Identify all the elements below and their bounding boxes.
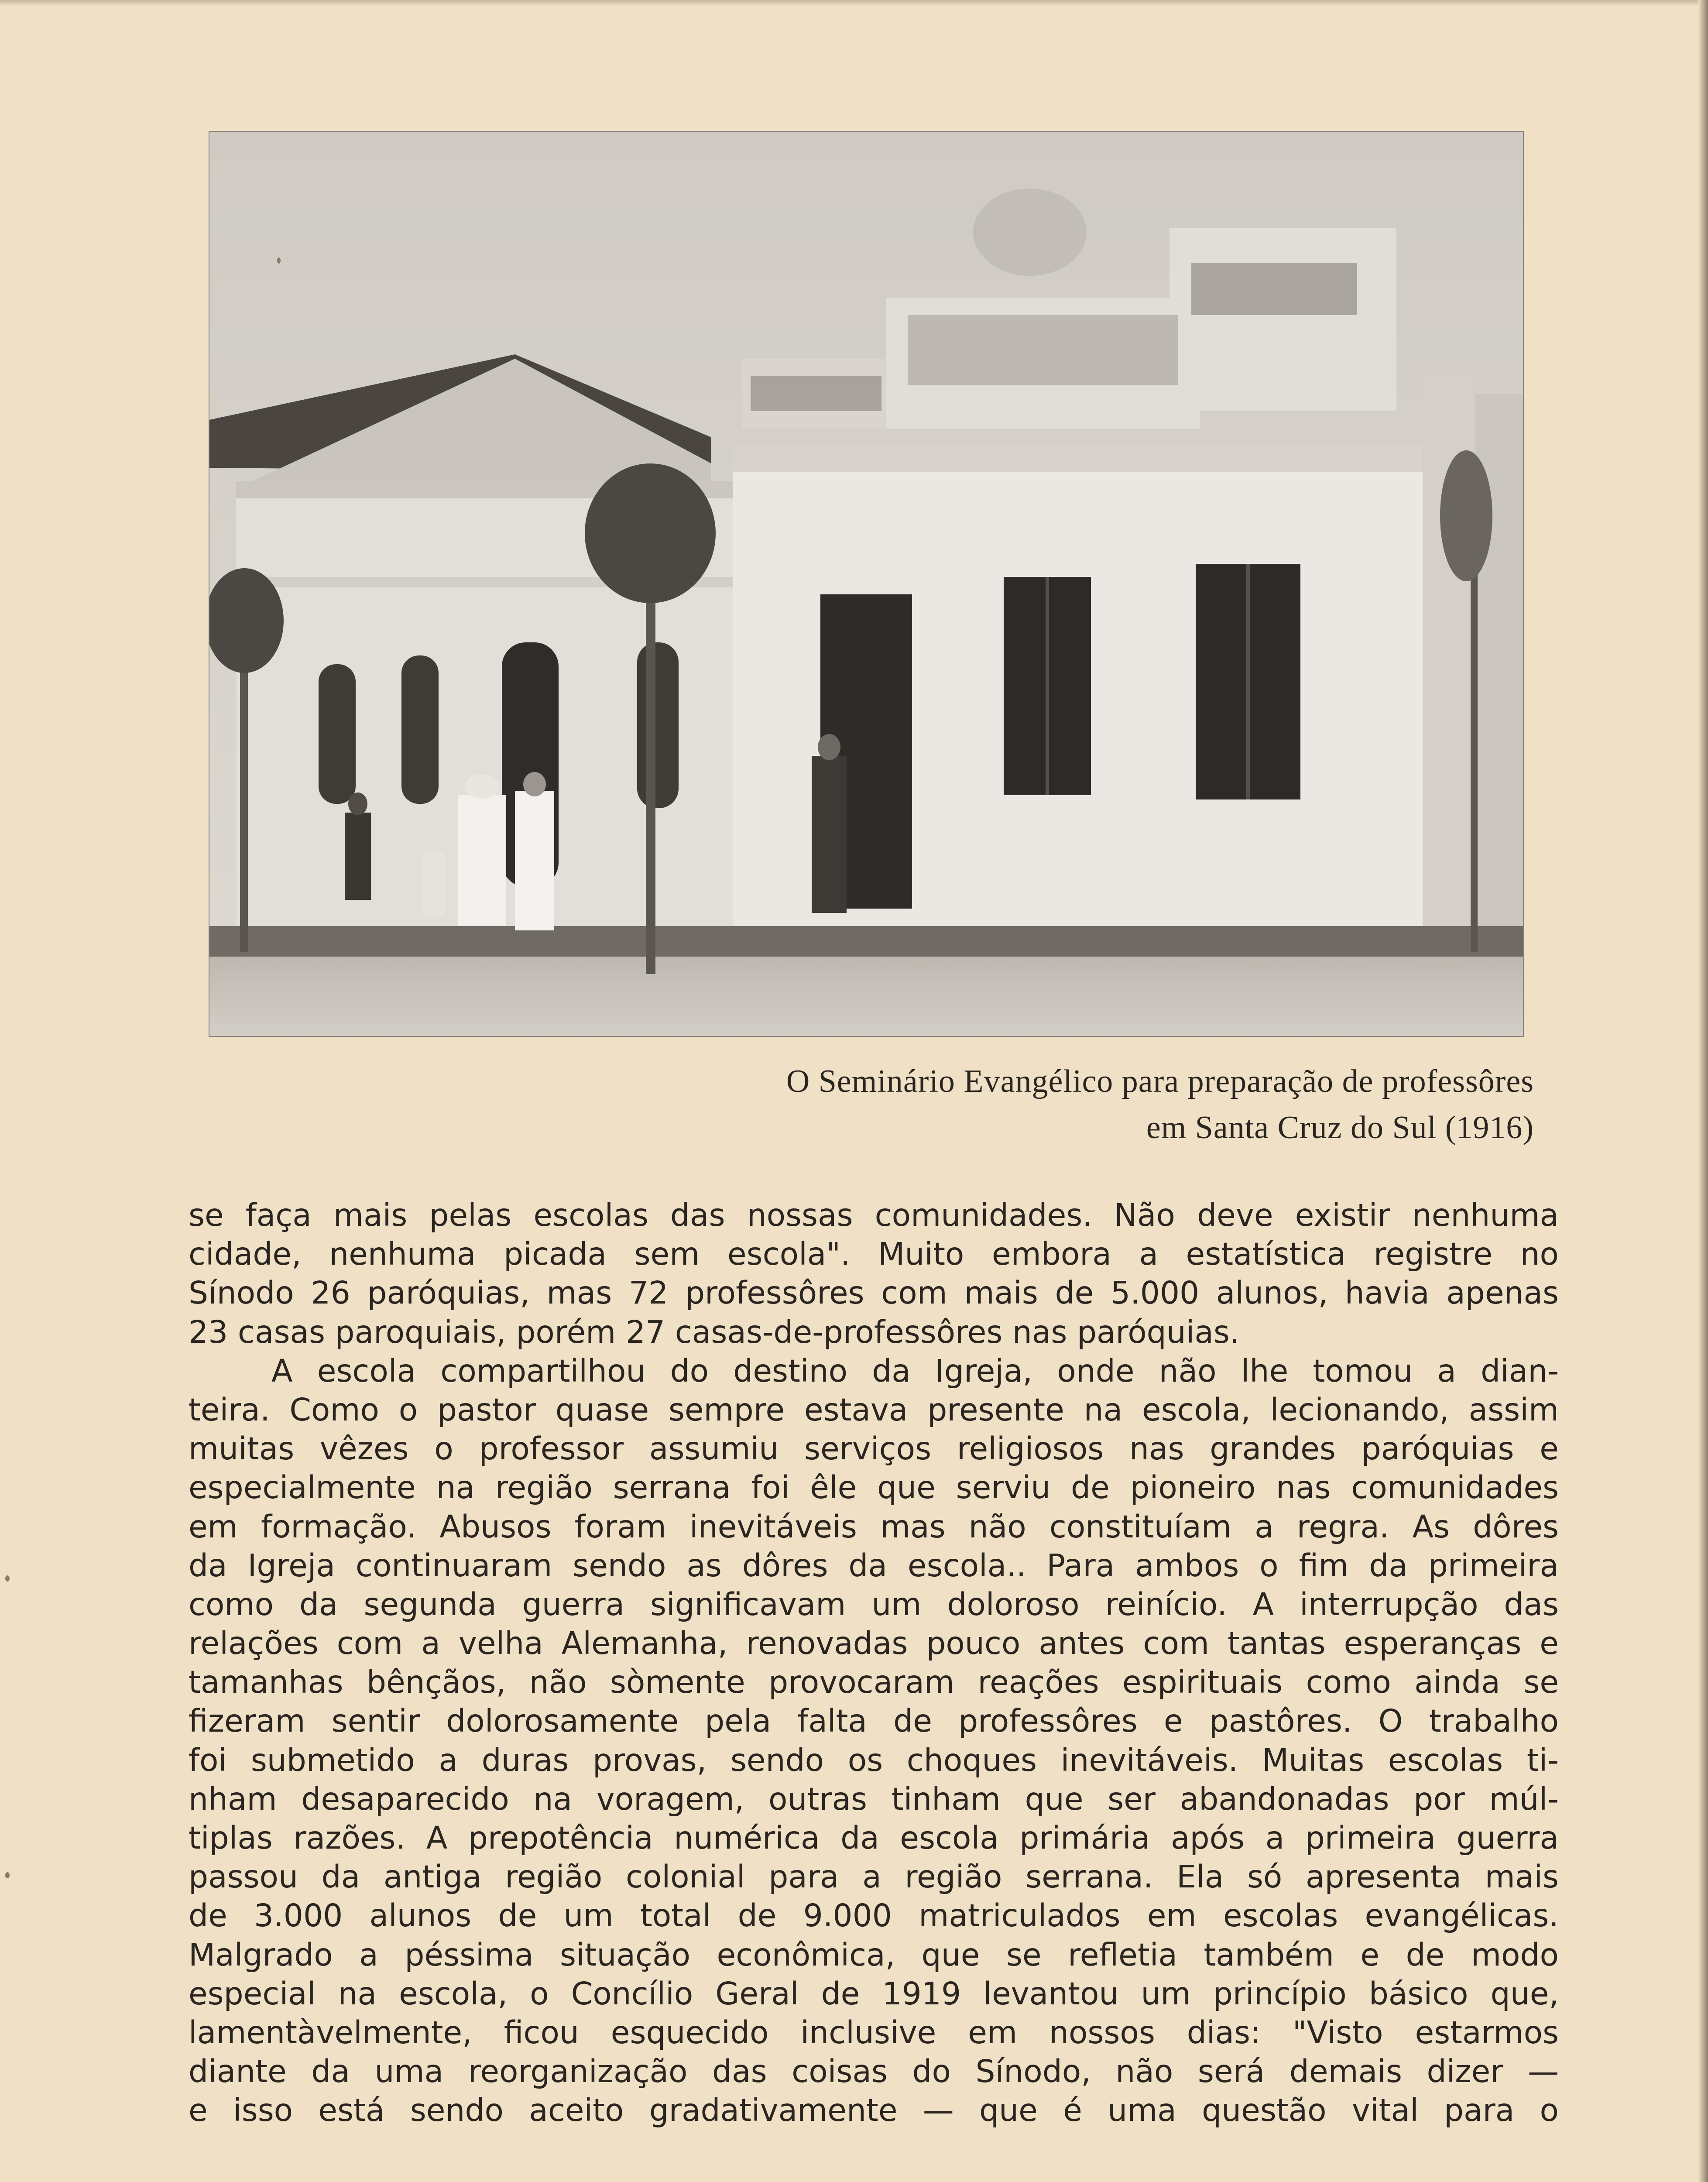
text-line: tamanhas bênçãos, não sòmente provocaram reações espirituais como ainda se	[189, 1664, 1559, 1701]
text-line: como da segunda guerra significavam um doloroso reinício. A interrupção das	[189, 1586, 1559, 1623]
caption-line-2: em Santa Cruz do Sul (1916)	[1146, 1110, 1534, 1146]
text-line: fizeram sentir dolorosamente pela falta de professôres e pastôres. O trabalho	[189, 1703, 1559, 1739]
text-line: em formação. Abusos foram inevitáveis mas não constituíam a regra. As dôres	[189, 1508, 1559, 1545]
text-line: especialmente na região serrana foi êle que serviu de pioneiro nas comunidades	[189, 1469, 1559, 1506]
text-line: se faça mais pelas escolas das nossas comunidades. Não deve existir nenhuma	[189, 1197, 1559, 1233]
building-illustration	[209, 132, 1523, 1036]
text-line: passou da antiga região colonial para a região serrana. Ela só apresenta mais	[189, 1859, 1559, 1895]
page-edge-top	[0, 0, 1708, 6]
seminary-building-photo	[209, 131, 1524, 1037]
text-line: cidade, nenhuma picada sem escola". Muito embora a estatística registre no	[189, 1236, 1559, 1273]
text-line: tiplas razões. A prepotência numérica da escola primária após a primeira guerra	[189, 1820, 1559, 1856]
text-line: relações com a velha Alemanha, renovadas pouco antes com tantas esperanças e	[189, 1625, 1559, 1662]
text-line: foi submetido a duras provas, sendo os choques inevitáveis. Muitas escolas ti-	[189, 1742, 1559, 1778]
ink-speck	[277, 257, 281, 264]
text-line: de 3.000 alunos de um total de 9.000 matriculados em escolas evangélicas.	[189, 1897, 1559, 1934]
text-line: especial na escola, o Concílio Geral de 1919 levantou um princípio básico que,	[189, 1975, 1559, 2012]
photo-caption	[567, 1058, 1534, 1151]
text-line: Malgrado a péssima situação econômica, que se refletia também e de modo	[189, 1936, 1559, 1973]
text-line: lamentàvelmente, ficou esquecido inclusive em nossos dias: "Visto estarmos	[189, 2014, 1559, 2051]
page-edge-right	[1698, 0, 1708, 2182]
body-text	[189, 1196, 1559, 2130]
ink-speck	[5, 1872, 10, 1878]
text-line: teira. Como o pastor quase sempre estava presente na escola, lecionando, assim	[189, 1391, 1559, 1428]
caption-line-1: O Seminário Evangélico para preparação de professôres	[786, 1064, 1534, 1099]
text-line: A escola compartilhou do destino da Igreja, onde não lhe tomou a dian-	[271, 1352, 1559, 1389]
text-line: Sínodo 26 paróquias, mas 72 professôres com mais de 5.000 alunos, havia apenas	[189, 1275, 1559, 1311]
ink-speck	[5, 1575, 10, 1582]
text-line: muitas vêzes o professor assumiu serviços religiosos nas grandes paróquias e	[189, 1431, 1559, 1467]
text-line: da Igreja continuaram sendo as dôres da escola.. Para ambos o fim da primeira	[189, 1547, 1559, 1584]
text-line: diante da uma reorganização das coisas do Sínodo, não será demais dizer —	[189, 2053, 1559, 2090]
text-line: 23 casas paroquiais, porém 27 casas-de-professôres nas paróquias.	[189, 1314, 1240, 1350]
text-line: nham desaparecido na voragem, outras tinham que ser abandonadas por múl-	[189, 1781, 1559, 1817]
text-line: e isso está sendo aceito gradativamente — que é uma questão vital para o	[189, 2092, 1559, 2129]
